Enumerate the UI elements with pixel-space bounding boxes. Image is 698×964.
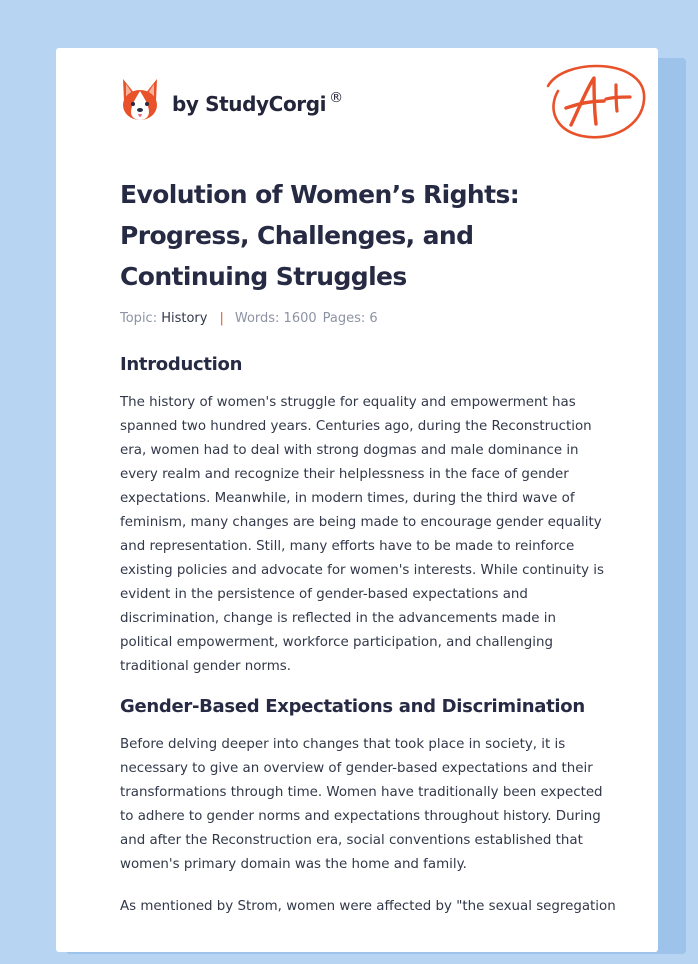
- page-count: Pages: 6: [322, 311, 378, 326]
- a-plus-grade-icon: [536, 58, 652, 142]
- brand-name: by StudyCorgi ®: [172, 90, 343, 116]
- introduction-heading: Introduction: [120, 354, 243, 375]
- corgi-logo-icon: [120, 77, 160, 123]
- topic-value[interactable]: History: [161, 311, 208, 326]
- word-count: Words: 1600: [234, 311, 317, 326]
- expectations-paragraph-2: As mentioned by Strom, women were affected by "the sexual segregation: [120, 899, 616, 914]
- topic-label: Topic:: [120, 311, 158, 326]
- meta-separator: |: [219, 311, 224, 326]
- brand-logo[interactable]: [120, 76, 343, 124]
- article-meta: [120, 311, 378, 326]
- registered-mark: ®: [329, 90, 343, 106]
- introduction-paragraph: The history of women's struggle for equality and empowerment has spanned two hundred years. Centuries ago, during the Reconstruction era, women had to deal with strong dogmas and male dominance in every realm and recognize their helplessness in the face of gender expectations. Meanwhile, in modern times, during the third wave of feminism, many changes are being made to encourage gender equality and representation. Still, many efforts have to be made to reinforce existing policies and advocate for women's interests. While continuity is evident in the persistence of gender-based expectations and discrimination, change is reflected in the advancements made in political empowerment, workforce participation, and challenging traditional gender norms.: [120, 395, 604, 674]
- expectations-paragraph: Before delving deeper into changes that took place in society, it is necessary to give an overview of gender-based expectations and their transformations through time. Women have traditionally been expected to adhere to gender norms and expectations throughout history. During and after the Reconstruction era, social conventions established that women's primary domain was the home and family.: [120, 737, 603, 872]
- svg-text:A+: A+: [594, 108, 596, 109]
- page-title: Evolution of Women’s Rights: Progress, Challenges, and Continuing Struggles: [120, 180, 520, 291]
- document-page: [56, 48, 658, 952]
- expectations-heading: Gender-Based Expectations and Discrimination: [120, 696, 585, 717]
